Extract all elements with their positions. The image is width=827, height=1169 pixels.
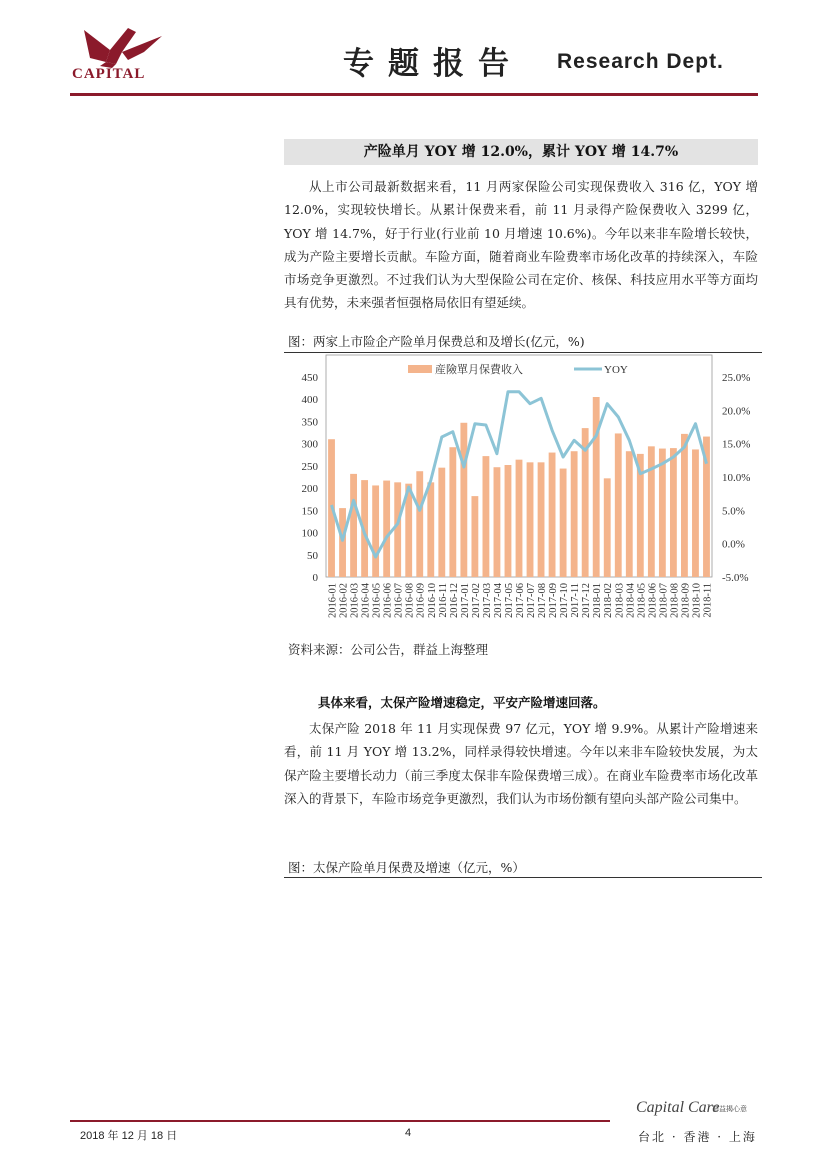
- y-right-tick-label: 0.0%: [722, 538, 745, 551]
- x-tick-label: 2017-07: [526, 583, 538, 618]
- y-right-tick-label: 10.0%: [722, 472, 751, 484]
- bar: [372, 485, 379, 577]
- x-tick-label: 2016-10: [426, 583, 438, 618]
- bar: [626, 451, 633, 577]
- bar: [527, 462, 534, 577]
- footer-date: 2018 年 12 月 18 日: [80, 1130, 178, 1142]
- subheading: 具体来看，太保产险增速稳定，平安产险增速回落。: [318, 695, 606, 710]
- footer-divider: [70, 1120, 610, 1122]
- figure-2-title: 图：太保产险单月保费及增速（亿元，%）: [288, 860, 525, 875]
- bar: [593, 397, 600, 577]
- bar: [560, 469, 567, 577]
- x-tick-label: 2016-04: [360, 583, 372, 618]
- bar: [471, 496, 478, 577]
- bar: [494, 467, 501, 577]
- y-left-tick-label: 150: [301, 505, 318, 518]
- x-tick-label: 2017-04: [492, 583, 504, 618]
- bar: [659, 449, 666, 577]
- x-tick-label: 2016-12: [448, 583, 460, 618]
- x-tick-label: 2016-02: [338, 583, 350, 618]
- x-tick-label: 2017-09: [548, 583, 560, 618]
- y-left-tick-label: 0: [312, 572, 318, 584]
- report-type-title: 专题报告: [343, 46, 523, 82]
- x-tick-label: 2018-02: [603, 583, 615, 618]
- figure-1-title: 图：两家上市险企产险单月保费总和及增长(亿元，%): [288, 334, 585, 349]
- paragraph-2: [284, 717, 758, 810]
- page-number: 4: [405, 1127, 412, 1139]
- bar: [516, 460, 523, 577]
- bar: [449, 447, 456, 577]
- y-right-tick-label: 25.0%: [722, 372, 751, 384]
- y-left-tick-label: 300: [301, 438, 318, 451]
- y-left-tick-label: 400: [301, 394, 318, 407]
- footer-brand: Capital Care: [636, 1099, 720, 1116]
- bar: [571, 451, 578, 577]
- x-tick-label: 2016-09: [415, 583, 427, 618]
- y-left-tick-label: 250: [301, 460, 318, 473]
- y-right-tick-label: 5.0%: [722, 505, 745, 518]
- bar: [416, 471, 423, 577]
- x-tick-label: 2018-06: [647, 583, 659, 618]
- x-tick-label: 2016-01: [327, 583, 339, 618]
- bar: [438, 468, 445, 577]
- x-tick-label: 2018-03: [614, 583, 626, 618]
- x-tick-label: 2018-05: [636, 583, 648, 618]
- x-tick-label: 2017-01: [459, 583, 471, 618]
- x-tick-label: 2016-03: [349, 583, 361, 618]
- legend-bar-label: 産險單月保費收入: [435, 363, 523, 376]
- bar: [670, 448, 677, 577]
- bar: [460, 423, 467, 577]
- figure-2-rule: [284, 877, 762, 878]
- x-tick-label: 2016-08: [404, 583, 416, 618]
- x-tick-label: 2018-08: [669, 583, 681, 618]
- section-heading: 产险单月 YOY 增 12.0%，累计 YOY 增 14.7%: [284, 139, 758, 165]
- bar: [538, 462, 545, 577]
- paragraph-2-text: 太保产险 2018 年 11 月实现保费 97 亿元，YOY 增 9.9%。从累计产险增速来看，前 11 月 YOY 增 13.2%，同样录得较快增速。今年以来非车险较快发展，为太保产险主要增长动力（前三季度太保非车险保费增三成）。在商业车险费率市场化改革深入的背景下，车险市场竞争更激烈，我们认为市场份额有望向头部产险公司集中。: [284, 721, 758, 806]
- x-tick-label: 2018-09: [680, 583, 692, 618]
- bar: [482, 456, 489, 577]
- legend-line-label: YOY: [604, 364, 628, 376]
- premium-yoy-chart: [284, 354, 762, 632]
- x-tick-label: 2017-11: [570, 583, 582, 618]
- x-tick-label: 2018-04: [625, 583, 637, 618]
- paragraph-1-text: 从上市公司最新数据来看，11 月两家保险公司实现保费收入 316 亿，YOY 增 12.0%，实现较快增长。从累计保费来看，前 11 月录得产险保费收入 3299 亿，YOY 增 14.7%，好于行业(行业前 10 月增速 10.6%)。今年以来非车险增长较快，成为产险主要增长贡献。车险方面，随着商业车险费率市场化改革的持续深入，车险市场竞争更激烈。不过我们认为大型保险公司在定价、核保、科技应用水平等方面均具有优势，未来强者恒强格局依旧有望延续。: [284, 179, 758, 311]
- y-right-tick-label: -5.0%: [722, 572, 749, 584]
- x-tick-label: 2018-11: [702, 583, 714, 618]
- x-tick-label: 2017-02: [470, 583, 482, 618]
- x-tick-label: 2017-10: [559, 583, 571, 618]
- footer-cities: 台北 · 香港 · 上海: [638, 1130, 757, 1144]
- y-left-tick-label: 100: [301, 527, 318, 540]
- x-tick-label: 2016-05: [371, 583, 383, 618]
- y-left-tick-label: 350: [301, 416, 318, 429]
- x-tick-label: 2018-07: [658, 583, 670, 618]
- bar: [427, 482, 434, 577]
- bar: [350, 474, 357, 577]
- bar: [692, 449, 699, 577]
- x-tick-label: 2018-01: [592, 583, 604, 618]
- x-tick-label: 2017-12: [581, 583, 593, 618]
- legend-bar-swatch: [408, 365, 432, 373]
- x-tick-label: 2017-05: [503, 583, 515, 618]
- bar: [505, 465, 512, 577]
- bar: [549, 453, 556, 577]
- bar: [648, 446, 655, 577]
- bar: [383, 481, 390, 577]
- department-title: Research Dept.: [557, 50, 724, 73]
- y-right-tick-label: 15.0%: [722, 438, 751, 451]
- paragraph-1: [284, 175, 758, 315]
- x-tick-label: 2016-11: [437, 583, 449, 618]
- bar: [339, 508, 346, 577]
- x-tick-label: 2016-07: [393, 583, 405, 618]
- logo-text: CAPITAL: [72, 66, 146, 82]
- x-tick-label: 2018-10: [691, 583, 703, 618]
- x-tick-label: 2017-06: [515, 583, 526, 618]
- bar: [394, 482, 401, 577]
- figure-source: 资料来源：公司公告，群益上海整理: [288, 642, 489, 657]
- x-tick-label: 2017-03: [481, 583, 493, 618]
- x-tick-label: 2016-06: [382, 583, 394, 618]
- bar: [681, 434, 688, 577]
- bar: [615, 433, 622, 577]
- footer-brand-cn: 群益揭心意: [712, 1105, 747, 1113]
- bar: [604, 478, 611, 577]
- y-left-tick-label: 200: [301, 483, 318, 496]
- header-divider: [70, 93, 758, 96]
- y-left-tick-label: 450: [301, 372, 318, 384]
- figure-1-rule: [284, 352, 762, 353]
- x-tick-label: 2017-08: [537, 583, 549, 618]
- y-left-tick-label: 50: [307, 549, 318, 562]
- y-right-tick-label: 20.0%: [722, 405, 751, 418]
